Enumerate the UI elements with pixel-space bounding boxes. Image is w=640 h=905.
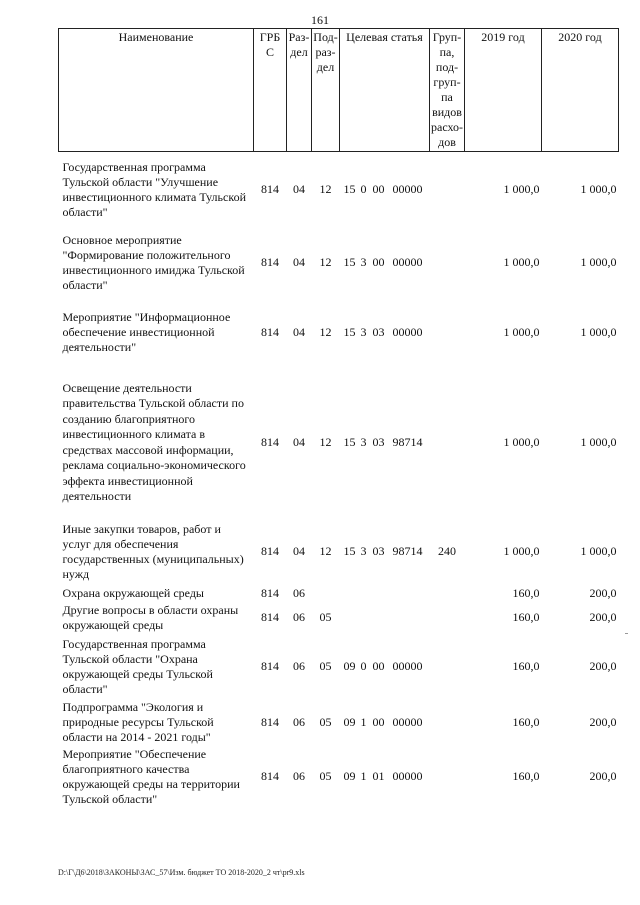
target-part-cs1: 15 [343, 325, 356, 339]
row-grbs: 814 [261, 325, 279, 339]
table-row [59, 298, 619, 368]
table-row [59, 586, 619, 602]
row-2020: 1 000,0 [580, 544, 617, 558]
row-razdel: 06 [293, 714, 305, 729]
target-part-cs3: 00 [372, 255, 385, 269]
row-2019: 1 000,0 [503, 255, 540, 269]
row-group [430, 368, 465, 518]
row-2019: 160,0 [512, 769, 540, 783]
row-podrazdel: 12 [319, 544, 332, 558]
table-row [59, 602, 619, 634]
target-part-cs1: 15 [343, 255, 356, 269]
row-podrazdel: 12 [319, 435, 332, 449]
row-podrazdel: 05 [319, 659, 332, 673]
target-part-cs1: 09 [343, 769, 356, 783]
target-part-cs3: 03 [372, 325, 385, 339]
row-2020: 200,0 [589, 610, 617, 624]
row-target [340, 368, 430, 518]
row-2020: 1 000,0 [580, 435, 617, 449]
target-part-cs3: 00 [372, 714, 385, 729]
table-row [59, 634, 619, 700]
target-part-cs2: 3 [360, 325, 367, 339]
row-2019: 1 000,0 [503, 435, 540, 449]
row-target [340, 298, 430, 368]
row-podrazdel: 05 [319, 769, 332, 783]
table-row [59, 745, 619, 809]
row-2019: 1 000,0 [503, 544, 540, 558]
target-part-cs4: 98714 [392, 435, 423, 449]
row-name: Другие вопросы в области охраны окружающей среды [62, 602, 239, 632]
row-2020: 200,0 [589, 769, 617, 783]
budget-table [58, 28, 619, 809]
row-name: Мероприятие "Информационное обеспечение инвестиционной деятельности" [62, 310, 231, 354]
row-podrazdel: 12 [319, 255, 332, 269]
row-grbs: 814 [261, 769, 279, 783]
row-grbs: 814 [261, 182, 279, 197]
row-podrazdel: 12 [319, 182, 332, 197]
header-name: Наименование [59, 29, 254, 152]
target-part-cs3: 03 [372, 435, 385, 449]
row-razdel: 04 [293, 544, 305, 558]
target-part-cs2: 1 [360, 714, 367, 729]
row-group: 240 [438, 544, 456, 558]
row-2019: 1 000,0 [503, 325, 540, 339]
row-2019: 160,0 [512, 586, 540, 600]
target-part-cs2: 0 [360, 182, 367, 197]
header-target: Целевая статья [340, 29, 430, 152]
target-part-cs3: 03 [372, 544, 385, 558]
header-podrazdel: Под- раз- дел [312, 29, 340, 152]
row-grbs: 814 [261, 714, 279, 729]
target-part-cs4: 00000 [392, 659, 423, 673]
row-group [430, 634, 465, 700]
target-part-cs4: 98714 [392, 544, 423, 558]
row-name: Охрана окружающей среды [62, 586, 204, 600]
row-group [430, 586, 465, 602]
row-target [340, 228, 430, 298]
row-group [430, 745, 465, 809]
target-part-cs3: 01 [372, 769, 385, 783]
row-podrazdel [312, 586, 340, 602]
target-part-cs2: 3 [360, 435, 367, 449]
target-part-cs3: 00 [372, 659, 385, 673]
row-grbs: 814 [261, 544, 279, 558]
header-razdel: Раз- дел [287, 29, 312, 152]
row-name: Мероприятие "Обеспечение благоприятного качества окружающей среды на территории Тульской области" [62, 746, 240, 806]
row-2019: 160,0 [512, 659, 540, 673]
target-part-cs1: 15 [343, 435, 356, 449]
row-group [430, 700, 465, 745]
target-part-cs2: 0 [360, 659, 367, 673]
row-grbs: 814 [261, 586, 279, 600]
header-group: Груп- па, под- груп- па видов расхо- дов [430, 29, 465, 152]
row-target [340, 602, 430, 634]
row-target [340, 518, 430, 586]
row-podrazdel: 05 [319, 714, 332, 729]
row-name: Государственная программа Тульской области "Улучшение инвестиционного климата Тульской области" [62, 159, 246, 219]
target-part-cs4: 00000 [392, 182, 423, 197]
header-2020: 2020 год [542, 29, 619, 152]
row-razdel: 06 [293, 610, 305, 624]
table-row [59, 228, 619, 298]
row-group [430, 298, 465, 368]
row-razdel: 06 [293, 659, 305, 673]
row-razdel: 04 [293, 182, 305, 197]
target-part-cs2: 3 [360, 255, 367, 269]
row-grbs: 814 [261, 435, 279, 449]
target-part-cs1: 15 [343, 182, 356, 197]
margin-mark [625, 633, 628, 634]
target-part-cs2: 1 [360, 769, 367, 783]
row-target [340, 634, 430, 700]
row-razdel: 04 [293, 255, 305, 269]
row-razdel: 06 [293, 769, 305, 783]
page-number: 161 [311, 13, 329, 27]
row-group [430, 602, 465, 634]
table-header [59, 29, 619, 152]
row-target [340, 700, 430, 745]
row-target [340, 152, 430, 228]
target-part-cs3: 00 [372, 182, 385, 197]
table-body [59, 152, 619, 809]
row-2020: 1 000,0 [580, 182, 617, 197]
row-razdel: 04 [293, 325, 305, 339]
row-2020: 1 000,0 [580, 325, 617, 339]
row-podrazdel: 12 [319, 325, 332, 339]
target-part-cs1: 09 [343, 659, 356, 673]
target-part-cs4: 00000 [392, 714, 423, 729]
file-path-footer: D:\Г\Д6\2018\ЗАКОНЫ\ЗАС_57\Изм. бюджет ТО 2018-2020_2 чт\pr9.xls [58, 868, 305, 877]
table-row [59, 368, 619, 518]
row-group [430, 152, 465, 228]
row-target [340, 586, 430, 602]
row-name: Иные закупки товаров, работ и услуг для обеспечения государственных (муниципальных) нужд [62, 521, 244, 581]
header-grbs: ГРБ С [254, 29, 287, 152]
row-name: Государственная программа Тульской области "Охрана окружающей среды Тульской области" [62, 636, 213, 696]
row-podrazdel: 05 [319, 610, 332, 624]
target-part-cs4: 00000 [392, 255, 423, 269]
row-2019: 1 000,0 [503, 182, 540, 197]
table-row [59, 700, 619, 745]
row-2020: 1 000,0 [580, 255, 617, 269]
row-name: Подпрограмма "Экология и природные ресурсы Тульской области на 2014 - 2021 годы" [62, 699, 214, 744]
target-part-cs1: 09 [343, 714, 356, 729]
row-2020: 200,0 [589, 659, 617, 673]
target-part-cs4: 00000 [392, 325, 423, 339]
table-row [59, 518, 619, 586]
row-target [340, 745, 430, 809]
header-2019: 2019 год [465, 29, 542, 152]
row-razdel: 06 [293, 586, 305, 600]
row-grbs: 814 [261, 255, 279, 269]
row-2020: 200,0 [589, 586, 617, 600]
row-2020: 200,0 [589, 714, 617, 729]
table-row [59, 152, 619, 228]
target-part-cs2: 3 [360, 544, 367, 558]
row-2019: 160,0 [512, 714, 540, 729]
row-grbs: 814 [261, 610, 279, 624]
row-name: Основное мероприятие "Формирование положительного инвестиционного имиджа Тульской области" [62, 232, 245, 292]
target-part-cs4: 00000 [392, 769, 423, 783]
row-razdel: 04 [293, 435, 305, 449]
row-name: Освещение деятельности правительства Тульской области по созданию благоприятного инвестиционного климата в средствах массовой информации, реклама социально-экономического эффекта инвестиционной деятельности [62, 380, 246, 503]
row-2019: 160,0 [512, 610, 540, 624]
row-grbs: 814 [261, 659, 279, 673]
target-part-cs1: 15 [343, 544, 356, 558]
row-group [430, 228, 465, 298]
